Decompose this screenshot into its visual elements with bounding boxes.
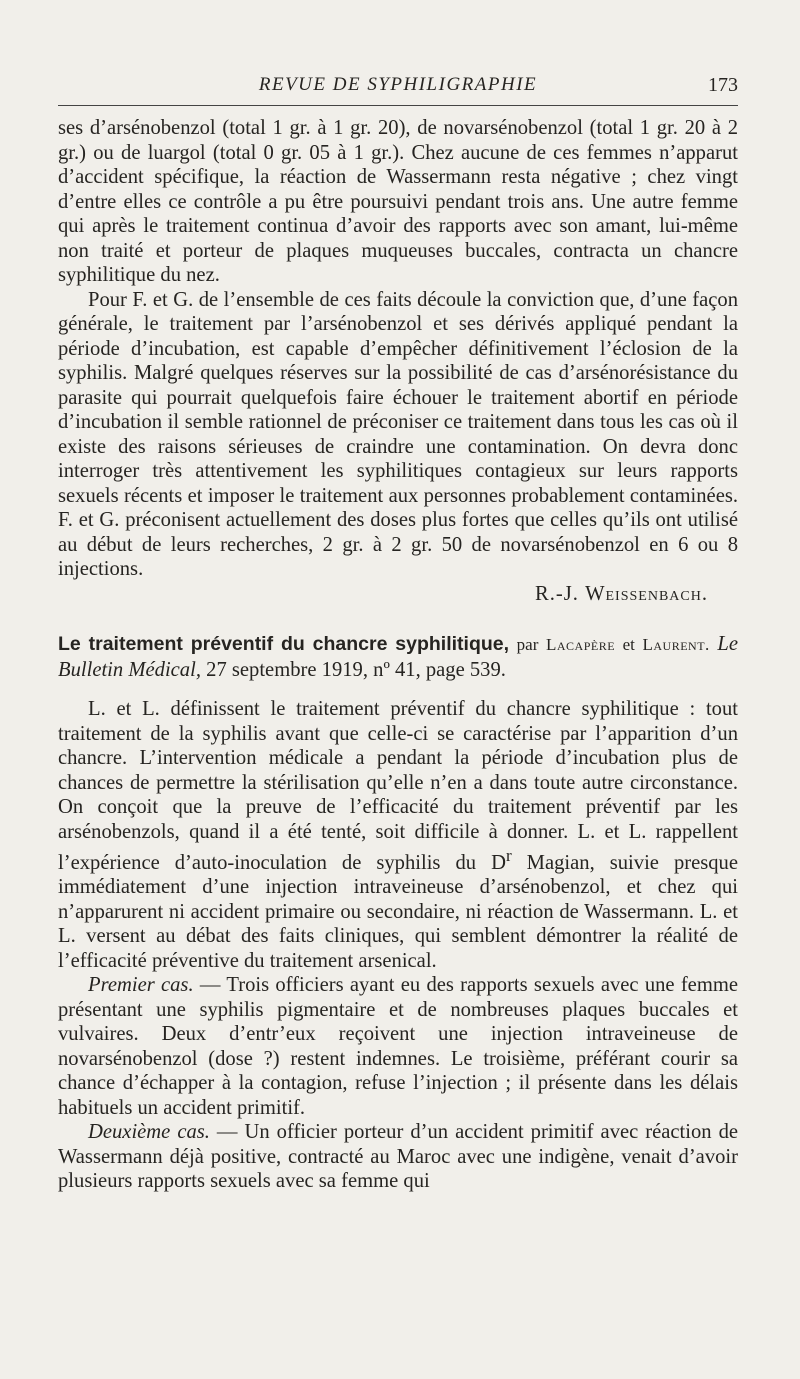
case-1-label: Premier cas. (88, 974, 194, 997)
article-paragraph-1-end: Magian, suivie presque immédiatement d’une injection intraveineuse d’arsénobenzol, et chez qui n’apparurent ni accident primaire ou secondaire, ni réaction de Wassermann. L. et L. versent au débat des faits cliniques, qui semblent démontrer la réalité de l’efficacité préventive du traitement arsenical. (58, 851, 738, 972)
case-1-paragraph (58, 973, 738, 1120)
article-by: par (516, 635, 539, 654)
article-paragraph-1 (58, 697, 738, 973)
body-text (58, 116, 738, 1194)
article-citation: 27 septembre 1919, nº 41, page 539. (206, 658, 506, 681)
article-and: et (622, 635, 635, 654)
article-journal: Le Bulletin Médical, (58, 633, 738, 681)
case-2-text: — Un officier porteur d’un accident primitif avec réaction de Wassermann déjà positive, contracté au Maroc avec une indigène, venait d’avoir plusieurs rapports sexuels avec sa femme qui (58, 1121, 739, 1193)
case-2-paragraph (58, 1120, 738, 1194)
article-heading (58, 632, 738, 682)
article-paragraph-1-text: L. et L. définissent le traitement préventif du chancre syphilitique : tout traitement de la syphilis avant que celle-ci se caractérise par l’apparition d’un chancre. L’intervention médicale a pendant la période d’incubation plus de chances de permettre la stérilisation qu’elle n’en a dans toute autre circonstance. On conçoit que la preuve de l’efficacité du traitement préventif par les arsénobenzols, quand il a été tenté, soit difficile à donner. L. et L. rappellent l’expérience d’auto-inoculation de syphilis du (58, 698, 738, 874)
page-header (58, 74, 738, 100)
article-author-1: Lacapère (545, 635, 616, 654)
header-rule (58, 105, 738, 106)
signature-initials: R.-J. (535, 582, 579, 605)
doctor-abbrev-sup: r (505, 846, 512, 865)
doctor-abbrev: D (491, 851, 506, 874)
case-1-text: — Trois officiers ayant eu des rapports sexuels avec une femme présentant une syphilis pigmentaire et de nombreuses plaques buccales et vulvaires. Deux d’entr’eux reçoivent une injection intraveineuse de novarsénobenzol (dose ?) restent indemnes. Le troisième, préférant courir sa chance d’échapper à la contagion, refuse l’injection ; il présente dans les délais habituels un accident primitif. (58, 974, 738, 1119)
signature-name: Weissenbach. (585, 582, 708, 605)
continuation-paragraph-2: Pour F. et G. de l’ensemble de ces faits découle la conviction que, d’une façon générale, le traitement par l’arsénobenzol et ses dérivés appliqué pendant la période d’incubation, est capable d’empêcher définitivement l’éclosion de la syphilis. Malgré quelques réserves sur la possibilité de cas d’arsénorésistance du parasite qui pourrait quelquefois faire échouer le traitement abortif en période d’incubation il semble rationnel de préconiser ce traitement dans tous les cas où il existe des raisons sérieuses de craindre une contamination. On devra donc interroger très attentivement les syphilitiques contagieux sur leurs rapports sexuels récents et imposer le traitement aux personnes probablement contaminées. F. et G. préconisent actuellement des doses plus fortes que celles qu’ils ont utilisé au début de leurs recherches, 2 gr. à 2 gr. 50 de novarsénobenzol en 6 ou 8 injections. (58, 288, 738, 580)
running-title: REVUE DE SYPHILIGRAPHIE (258, 74, 538, 95)
article-title: Le traitement préventif du chancre syphilitique, (58, 633, 510, 655)
case-2-label: Deuxième cas. (88, 1121, 210, 1144)
article-author-2: Laurent. (642, 635, 710, 654)
page-number: 173 (708, 74, 738, 96)
signature (58, 582, 708, 607)
continuation-paragraph-1: ses d’arsénobenzol (total 1 gr. à 1 gr. 20), de novarsénobenzol (total 1 gr. 20 à 2 gr.) ou de luargol (total 0 gr. 05 à 1 gr.). Chez aucune de ces femmes n’apparut d’accident spécifique, la réaction de Wassermann resta négative ; chez vingt d’entre elles ce contrôle a pu être poursuivi pendant trois ans. Une autre femme qui après le traitement continua d’avoir des rapports avec son amant, lui-même non traité et porteur de plaques muqueuses buccales, contracta un chancre syphilitique du nez. (58, 117, 738, 286)
